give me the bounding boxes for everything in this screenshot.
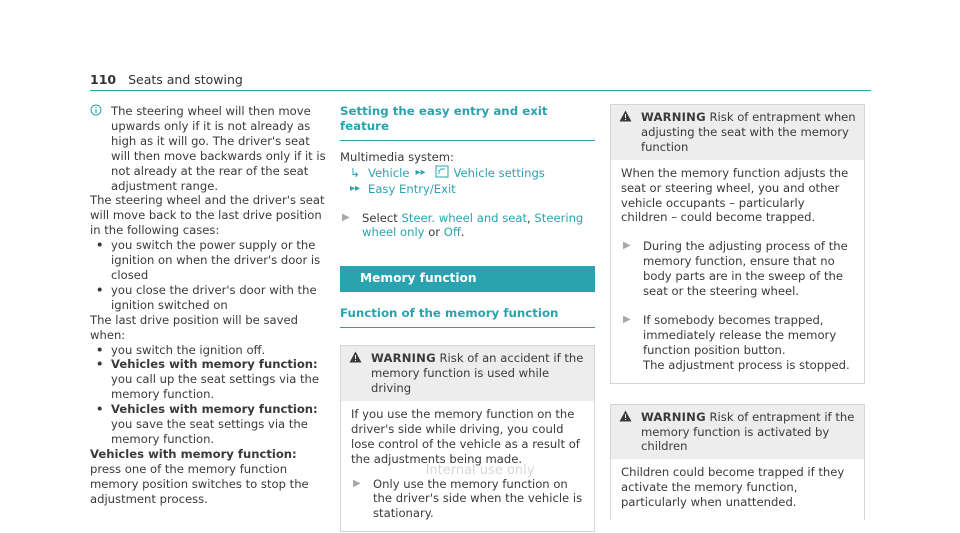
menu-path-line-1	[340, 165, 595, 182]
warning-title-text: Risk of entrapment if the memory function is activated by children	[641, 409, 855, 454]
warning-step-line: If somebody becomes trapped, immediately release the memory function position button.	[643, 312, 837, 357]
vehicles-memory-label: Vehicles with memory function:	[111, 357, 318, 372]
warning-title	[371, 351, 586, 396]
warning-step	[351, 477, 584, 522]
vehicles-memory-label: Vehicles with memory function:	[90, 446, 297, 461]
warning-step-text: During the adjusting process of the memory function, ensure that no body parts are in the sweep of the seat or the steering wheel.	[643, 239, 848, 299]
memory-function-band: Memory function	[340, 266, 595, 292]
list-item-text: you save the seat settings via the memory function.	[111, 417, 308, 446]
warning-step	[621, 239, 854, 299]
menu-path-arrow-icon: ↳	[350, 165, 361, 180]
vehicles-memory-label: Vehicles with memory function:	[111, 402, 318, 417]
warning-header	[611, 405, 864, 460]
warning-body-text: When the memory function adjusts the seat or steering wheel, you and other vehicle occupants – particularly children – could become trapped.	[621, 165, 849, 225]
page-number: 110	[90, 72, 117, 87]
cases-list	[90, 238, 326, 313]
multimedia-label: Multimedia system:	[340, 149, 454, 164]
period: .	[460, 225, 465, 240]
function-heading: Function of the memory function	[340, 306, 595, 328]
warning-title-text: Risk of entrapment when adjusting the seat with the memory function	[641, 110, 856, 154]
warning-triangle-icon	[619, 410, 641, 455]
step-arrow-icon: ▶	[342, 211, 350, 223]
step-arrow-icon: ▶	[623, 240, 631, 252]
list-item: • you close the driver's door with the ignition switched on	[90, 283, 326, 313]
warning-box-entrapment	[610, 104, 865, 384]
select-word: Select	[362, 210, 398, 225]
warning-label: WARNING	[371, 351, 436, 366]
step-arrow-icon: ▶	[353, 477, 361, 489]
warning-step-line: The adjustment process is stopped.	[643, 357, 850, 372]
step-arrow-icon: ▶	[623, 313, 631, 325]
or-word: or	[428, 225, 441, 240]
menu-easy-entry[interactable]: Easy Entry/Exit	[368, 181, 456, 196]
list-item: • you switch the ignition off.	[90, 343, 326, 358]
warning-title-text: Risk of an accident if the memory function is used while driving	[371, 351, 584, 395]
paragraph-saved-when: The last drive position will be saved when:	[90, 312, 298, 342]
select-step-text	[362, 211, 595, 241]
chevron-double-icon: ▸▸	[350, 182, 361, 194]
section-title: Seats and stowing	[128, 72, 243, 87]
warning-step-text: Only use the memory function on the driver's side when the vehicle is stationary.	[373, 476, 583, 521]
menu-vehicle-settings[interactable]: Vehicle settings	[453, 165, 545, 180]
warning-body-text: Children could become trapped if they activate the memory function, particularly when unattended.	[621, 465, 845, 510]
warning-step	[621, 313, 854, 373]
list-item	[90, 357, 326, 402]
warning-header	[611, 105, 864, 160]
option-steer-wheel-seat[interactable]: Steer. wheel and seat	[401, 210, 528, 225]
page-header	[90, 72, 243, 87]
info-icon	[90, 104, 111, 193]
warning-label: WARNING	[641, 110, 706, 124]
paragraph-move-back: The steering wheel and the driver's seat will move back to the last drive position in the following cases:	[90, 193, 325, 238]
warning-box-accident	[340, 345, 595, 532]
option-steering-wheel-only[interactable]: Steering wheel only	[362, 210, 584, 240]
car-settings-icon	[435, 165, 449, 182]
setting-heading: Setting the easy entry and exit feature	[340, 104, 595, 141]
saved-when-list	[90, 343, 326, 447]
warning-triangle-icon	[619, 110, 641, 155]
paragraph-text: press one of the memory function memory position switches to stop the adjustment process.	[90, 461, 309, 506]
warning-step-text	[643, 313, 854, 373]
warning-body	[611, 160, 864, 383]
list-item: • you switch the power supply or the ignition on when the driver's door is closed	[90, 238, 326, 283]
chevron-double-icon: ▸▸	[415, 166, 426, 178]
footer-watermark: Internal use only	[425, 463, 535, 478]
option-off[interactable]: Off	[443, 225, 461, 240]
warning-label: WARNING	[641, 409, 706, 424]
warning-header	[341, 346, 594, 401]
select-step	[340, 211, 595, 241]
warning-title	[641, 110, 856, 155]
warning-box-children	[610, 404, 865, 520]
info-note-text: The steering wheel will then move upwards only if it is not already as high as it will go. The driver's seat will then move backwards only if it is not already at the rear of the seat adjustment range.	[111, 104, 326, 193]
column-left	[90, 104, 326, 506]
separator: ,	[527, 210, 531, 225]
header-divider	[90, 90, 871, 91]
menu-path-line-2	[340, 182, 595, 197]
list-item-text: you call up the seat settings via the memory function.	[111, 372, 320, 402]
list-item	[90, 402, 326, 447]
column-right	[610, 104, 865, 520]
info-note	[90, 104, 326, 193]
menu-vehicle[interactable]: Vehicle	[368, 165, 410, 180]
warning-title	[641, 410, 856, 455]
warning-body-text: If you use the memory function on the driver's side while driving, you could lose control of the vehicle as a result of the adjustments being made.	[351, 406, 580, 466]
warning-triangle-icon	[349, 351, 371, 396]
